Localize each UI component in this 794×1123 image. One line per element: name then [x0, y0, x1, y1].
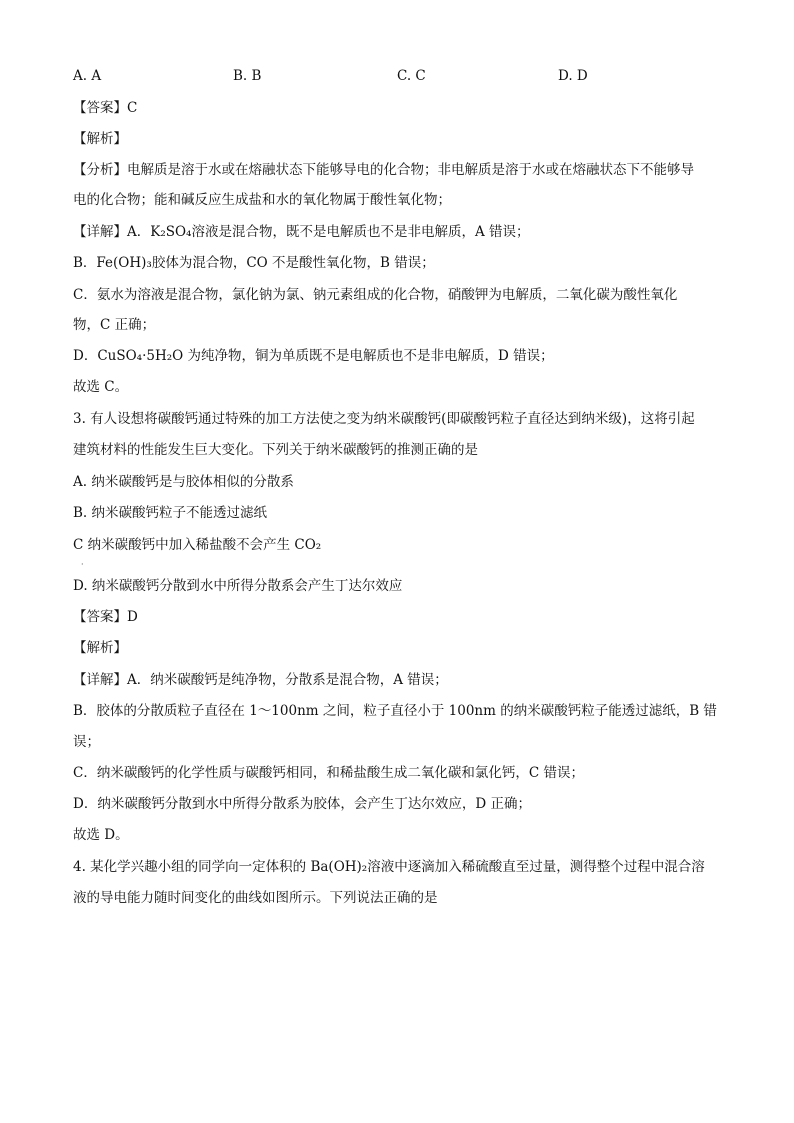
q3-detail-d: D．纳米碳酸钙分散到水中所得分散系为胶体，会产生丁达尔效应，D 正确； [73, 796, 531, 812]
stray-dot-mark: · [81, 560, 84, 569]
q2-fenxi-line-2: 电的化合物；能和碱反应生成盐和水的氧化物属于酸性氧化物； [73, 192, 451, 208]
q2-detail-a: 【详解】A．K₂SO₄溶液是混合物，既不是电解质也不是非电解质，A 错误； [73, 224, 530, 240]
q2-option-d: D. D [558, 68, 588, 84]
q2-fenxi-line-1: 【分析】电解质是溶于水或在熔融状态下能够导电的化合物；非电解质是溶于水或在熔融状态下不能够导 [73, 162, 694, 178]
q3-option-a: A. 纳米碳酸钙是与胶体相似的分散系 [73, 474, 294, 490]
q2-detail-b: B．Fe(OH)₃胶体为混合物，CO 不是酸性氧化物，B 错误； [73, 255, 435, 271]
q3-stem-line-1: 3. 有人设想将碳酸钙通过特殊的加工方法使之变为纳米碳酸钙(即碳酸钙粒子直径达到纳米级)，这将引起 [73, 411, 695, 427]
q3-option-b: B. 纳米碳酸钙粒子不能透过滤纸 [73, 505, 268, 521]
q2-detail-c-line-2: 物，C 正确； [73, 317, 156, 333]
q2-analysis-title: 【解析】 [73, 131, 127, 147]
q3-detail-c: C．纳米碳酸钙的化学性质与碳酸钙相同，和稀盐酸生成二氧化碳和氯化钙，C 错误； [73, 765, 584, 781]
q2-conclusion: 故选 C。 [73, 379, 129, 395]
q4-stem-line-2: 液的导电能力随时间变化的曲线如图所示。下列说法正确的是 [73, 890, 438, 906]
q3-stem-line-2: 建筑材料的性能发生巨大变化。下列关于纳米碳酸钙的推测正确的是 [73, 442, 478, 458]
q3-analysis-title: 【解析】 [73, 640, 127, 656]
q4-stem-line-1: 4. 某化学兴趣小组的同学向一定体积的 Ba(OH)₂溶液中逐滴加入稀硫酸直至过量，测得整个过程中混合溶 [73, 859, 705, 875]
q2-option-c: C. C [397, 68, 426, 84]
q2-detail-c-line-1: C．氨水为溶液是混合物，氯化钠为氯、钠元素组成的化合物，硝酸钾为电解质，二氧化碳为酸性氧化 [73, 287, 678, 303]
q3-option-d: D. 纳米碳酸钙分散到水中所得分散系会产生丁达尔效应 [73, 578, 403, 594]
q3-option-c: C 纳米碳酸钙中加入稀盐酸不会产生 CO₂ [73, 537, 322, 553]
q3-answer: 【答案】D [73, 609, 138, 625]
q2-option-a: A. A [73, 68, 102, 84]
q2-option-b: B. B [233, 68, 262, 84]
q3-detail-a: 【详解】A．纳米碳酸钙是纯净物，分散系是混合物，A 错误； [73, 672, 448, 688]
q3-detail-b-line-2: 误； [73, 734, 100, 750]
q3-conclusion: 故选 D。 [73, 827, 129, 843]
q2-detail-d: D．CuSO₄·5H₂O 为纯净物，铜为单质既不是电解质也不是非电解质，D 错误； [73, 348, 554, 364]
q3-detail-b-line-1: B．胶体的分散质粒子直径在 1～100nm 之间，粒子直径小于 100nm 的纳米碳酸钙粒子能透过滤纸，B 错 [73, 703, 717, 719]
q2-answer: 【答案】C [73, 100, 138, 116]
